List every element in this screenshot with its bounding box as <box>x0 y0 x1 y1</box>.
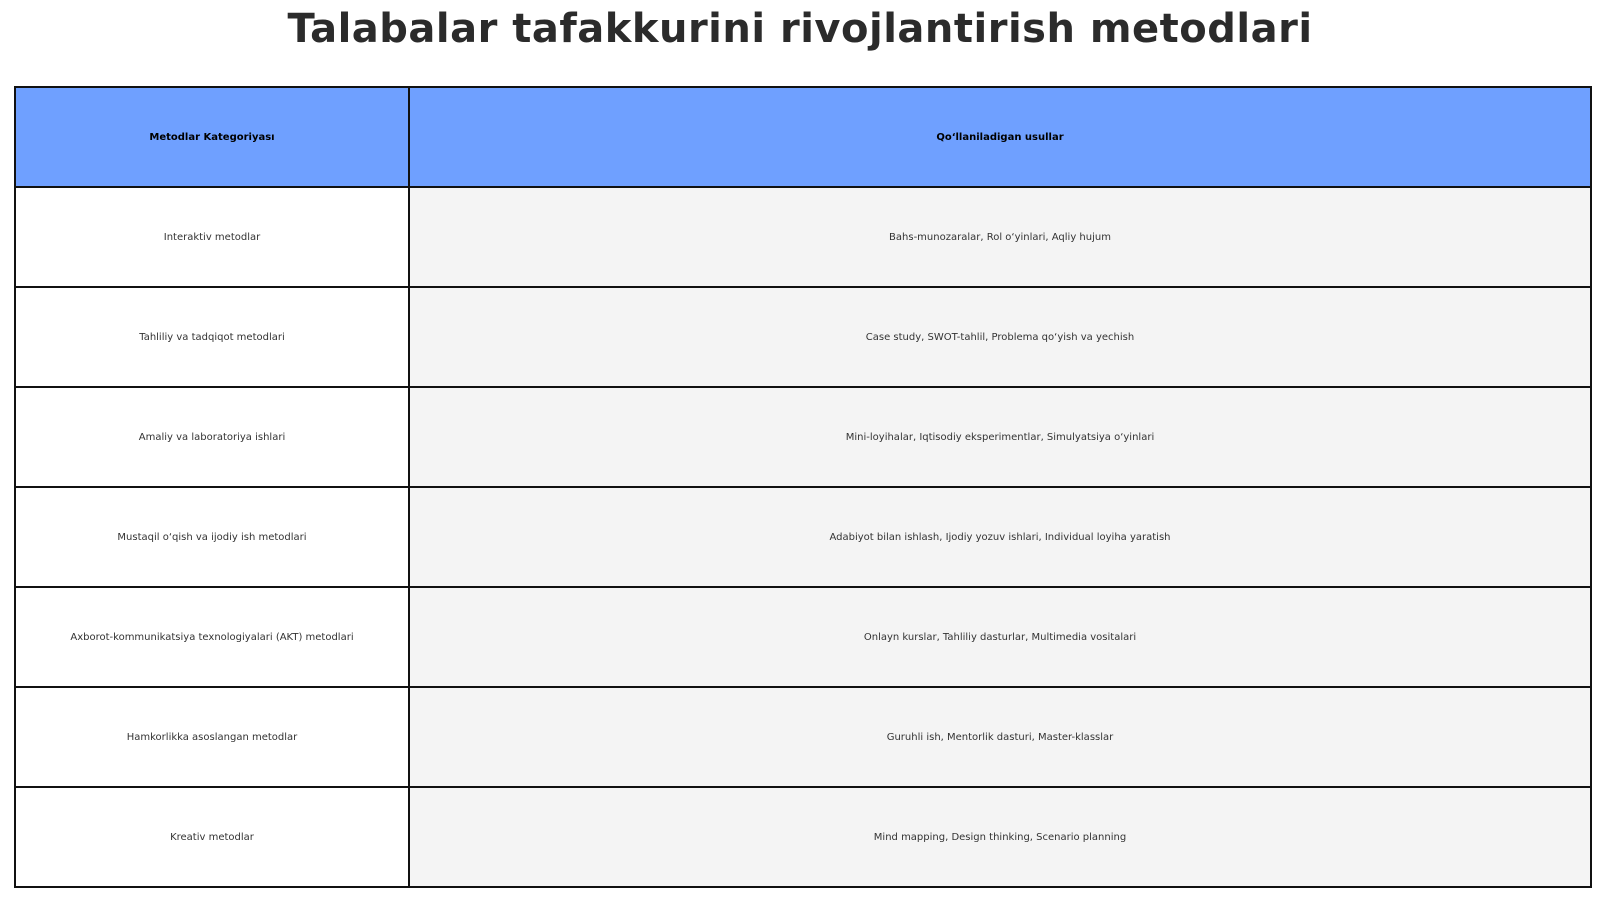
category-cell: Amaliy va laboratoriya ishlari <box>15 387 409 487</box>
category-cell: Axborot-kommunikatsiya texnologiyalari (AKT) metodlari <box>15 587 409 687</box>
page-title: Talabalar tafakkurini rivojlantirish metodlari <box>287 6 1313 52</box>
methods-table <box>14 86 1592 888</box>
table-row <box>15 687 1591 787</box>
header-category: Metodlar Kategoriyası <box>15 87 409 187</box>
table-row <box>15 187 1591 287</box>
header-methods: Qo‘llaniladigan usullar <box>409 87 1591 187</box>
category-cell: Kreativ metodlar <box>15 787 409 887</box>
table-header-row <box>15 87 1591 187</box>
table-row <box>15 587 1591 687</box>
category-cell: Interaktiv metodlar <box>15 187 409 287</box>
methods-cell: Mind mapping, Design thinking, Scenario planning <box>409 787 1591 887</box>
methods-cell: Adabiyot bilan ishlash, Ijodiy yozuv ishlari, Individual loyiha yaratish <box>409 487 1591 587</box>
methods-cell: Bahs-munozaralar, Rol o‘yinlari, Aqliy hujum <box>409 187 1591 287</box>
table-row <box>15 387 1591 487</box>
methods-cell: Onlayn kurslar, Tahliliy dasturlar, Multimedia vositalari <box>409 587 1591 687</box>
methods-cell: Guruhli ish, Mentorlik dasturi, Master-klasslar <box>409 687 1591 787</box>
table-row <box>15 787 1591 887</box>
methods-cell: Case study, SWOT-tahlil, Problema qo‘yish va yechish <box>409 287 1591 387</box>
category-cell: Tahliliy va tadqiqot metodlari <box>15 287 409 387</box>
methods-cell: Mini-loyihalar, Iqtisodiy eksperimentlar, Simulyatsiya o‘yinlari <box>409 387 1591 487</box>
category-cell: Mustaqil o‘qish va ijodiy ish metodlari <box>15 487 409 587</box>
table-row <box>15 487 1591 587</box>
category-cell: Hamkorlikka asoslangan metodlar <box>15 687 409 787</box>
table-row <box>15 287 1591 387</box>
